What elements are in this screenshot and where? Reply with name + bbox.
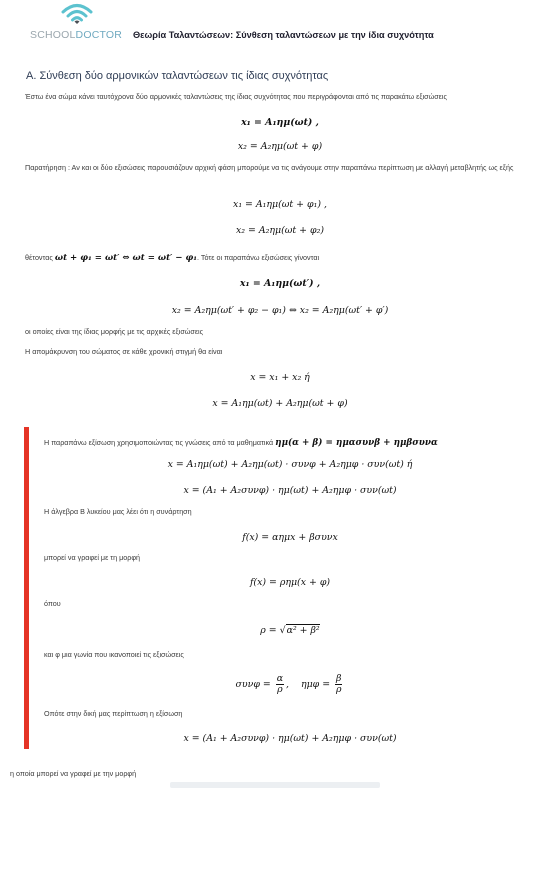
identity-intro: Η παραπάνω εξίσωση χρησιμοποιώντας τις γνώσεις από τα μαθηματικά bbox=[44, 438, 274, 447]
accent-bar bbox=[24, 427, 29, 749]
equation-grouped: x = (A₁ + A₂συνφ) · ημ(ωt) + A₂ημφ · συν(ωt) bbox=[183, 485, 397, 496]
equation-x1-prime: x₁ = A₁ημ(ωt′) , bbox=[239, 278, 321, 289]
substitution-suffix: . Τότε οι παραπάνω εξισώσεις γίνονται bbox=[197, 253, 320, 262]
angle-paragraph: και φ μια γωνία που ικανοποιεί τις εξισώσεις bbox=[44, 650, 184, 659]
equation-sum-expanded: x = A₁ημ(ωt) + A₂ημ(ωt + φ) bbox=[212, 398, 348, 409]
equation-x2: x₂ = A₂ημ(ωt + φ) bbox=[237, 141, 323, 152]
wifi-icon bbox=[60, 2, 94, 30]
equation-x2-prime: x₂ = A₂ημ(ωt′ + φ₂ − φ₁) ⇔ x₂ = A₂ημ(ωt′ + φ′) bbox=[171, 305, 389, 316]
truncated-content-placeholder bbox=[170, 782, 380, 788]
equation-rho: ρ = √α² + β² bbox=[260, 625, 320, 636]
equation-expanded: x = A₁ημ(ωt) + A₂ημ(ωt) · συνφ + A₂ημφ · συν(ωt) ή bbox=[167, 459, 413, 470]
intro-paragraph: Έστω ένα σώμα κάνει ταυτόχρονα δύο αρμονικές ταλαντώσεις της ίδιας συχνότητας που περιγράφονται από τις παρακάτω εξισώσεις bbox=[25, 92, 447, 101]
equation-x2-phase: x₂ = A₂ημ(ωt + φ₂) bbox=[236, 225, 324, 236]
logo-wordmark: SCHOOLDOCTOR bbox=[30, 29, 123, 41]
substitution-equation: ωt + φ₁ = ωt′ ⇔ ωt = ωt′ − φ₁ bbox=[54, 253, 198, 263]
algebra-paragraph: Η άλγεβρα Β λυκείου μας λέει ότι η συνάρτηση bbox=[44, 507, 192, 516]
substitution-line bbox=[25, 253, 555, 263]
section-title: Α. Σύνθεση δύο αρμονικών ταλαντώσεων τις ίδιας συχνότητας bbox=[26, 70, 329, 82]
displacement-paragraph: Η απομάκρυνση του σώματος σε κάθε χρονική στιγμή θα είναι bbox=[25, 347, 223, 356]
equation-function: f(x) = αημx + βσυνx bbox=[242, 532, 338, 543]
final-paragraph: η οποία μπορεί να γραφεί με την μορφή bbox=[10, 769, 137, 778]
equation-sum: x = x₁ + x₂ ή bbox=[250, 372, 310, 383]
identity-line bbox=[44, 438, 554, 448]
schooldoctor-logo bbox=[30, 2, 130, 42]
our-case-paragraph: Οπότε στην δική μας περίπτωση η εξίσωση bbox=[44, 709, 183, 718]
same-form-paragraph: οι οποίες είναι της ίδιας μορφής με τις αρχικές εξισώσεις bbox=[25, 327, 204, 336]
page-title: Θεωρία Ταλαντώσεων: Σύνθεση ταλαντώσεων με την ίδια συχνότητα bbox=[133, 30, 434, 40]
equation-x1-phase: x₁ = A₁ημ(ωt + φ₁) , bbox=[233, 199, 327, 210]
where-label: όπου bbox=[44, 599, 61, 608]
equation-trig: συνφ = $\frac{\alpha}{\rho}$ , ημφ = $\frac{\beta}{\rho}$ bbox=[235, 673, 342, 695]
can-write-paragraph: μπορεί να γραφεί με τη μορφή bbox=[44, 553, 140, 562]
equation-function-form: f(x) = ρημ(x + φ) bbox=[249, 577, 331, 588]
identity-equation: ημ(α + β) = ημασυνβ + ημβσυνα bbox=[275, 438, 438, 448]
note-paragraph: Παρατήρηση : Αν και οι δύο εξισώσεις παρουσιάζουν αρχική φάση μπορούμε να τις ανάγουμε στην παραπάνω περίπτωση με αλλαγή μεταβλητής ως εξής bbox=[25, 163, 514, 172]
substitution-prefix: θέτοντας bbox=[25, 253, 53, 262]
equation-x1: x₁ = A₁ημ(ωt) , bbox=[241, 117, 319, 128]
equation-final: x = (A₁ + A₂συνφ) · ημ(ωt) + A₂ημφ · συν(ωt) bbox=[183, 733, 397, 744]
